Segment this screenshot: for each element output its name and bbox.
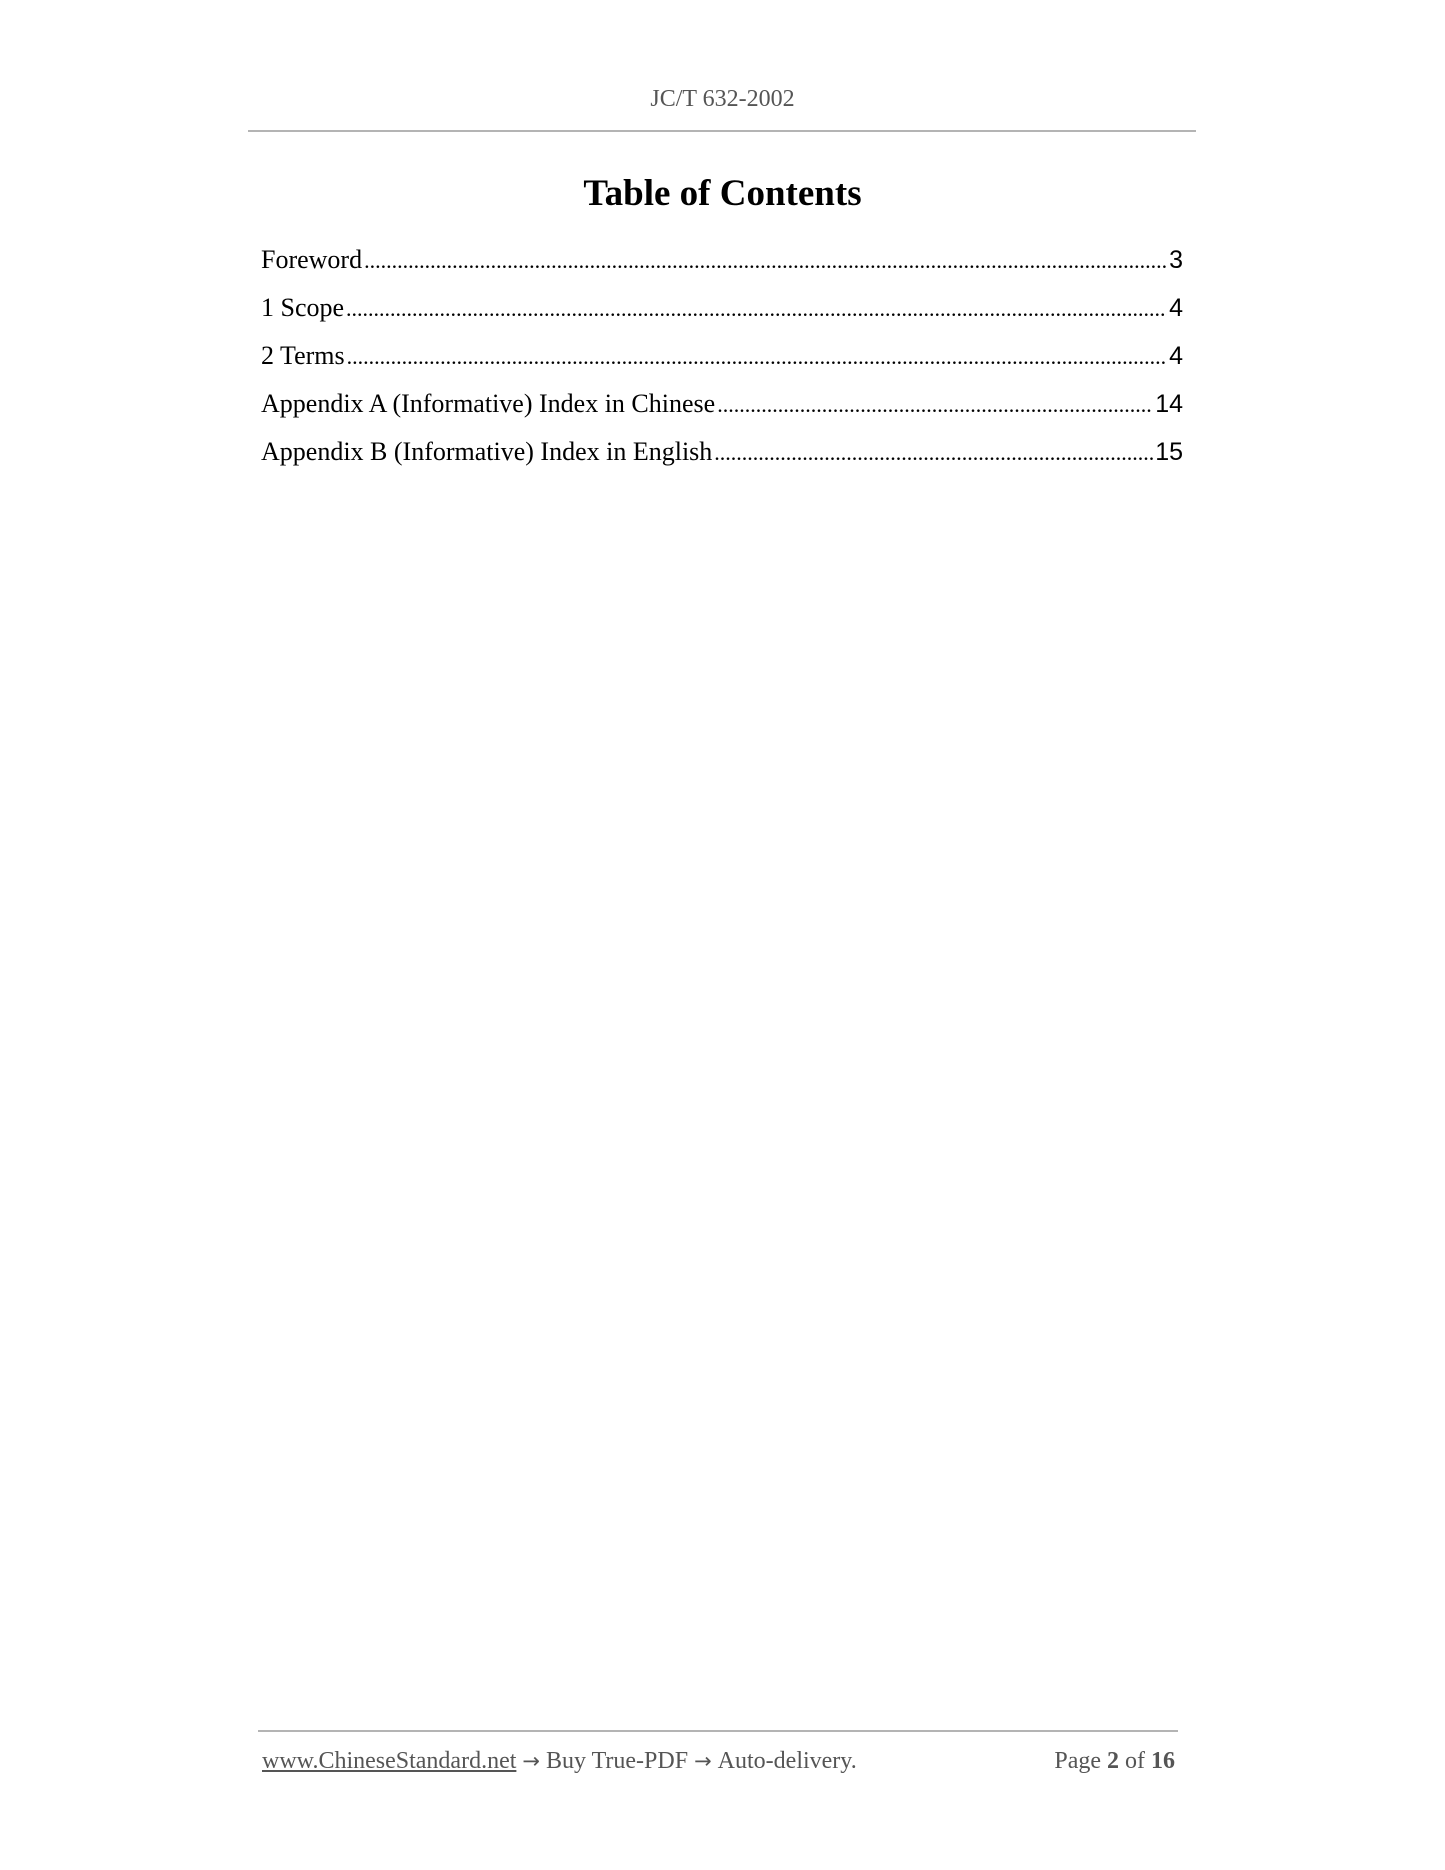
page-word: Page	[1054, 1748, 1101, 1774]
toc-dot-leader	[347, 337, 1167, 377]
toc-entry-appendix-a[interactable]	[261, 384, 1183, 432]
toc-entry-page: 4	[1169, 294, 1183, 322]
toc-entry-label: 2 Terms	[261, 341, 345, 370]
toc-dot-leader	[717, 385, 1153, 425]
toc-dot-leader	[346, 289, 1167, 329]
arrow-right-icon: →	[694, 1749, 712, 1773]
site-link[interactable]: www.ChineseStandard.net	[262, 1748, 517, 1774]
toc-entry-scope[interactable]	[261, 288, 1183, 336]
arrow-right-icon: →	[522, 1749, 540, 1773]
header-divider	[248, 130, 1196, 132]
buy-true-pdf-text: Buy True-PDF	[546, 1748, 689, 1774]
toc-entry-page: 15	[1155, 438, 1183, 466]
toc-dot-leader	[364, 241, 1167, 281]
toc-entry-appendix-b[interactable]	[261, 432, 1183, 480]
footer-divider	[258, 1730, 1178, 1732]
toc-entry-label: Appendix A (Informative) Index in Chinese	[261, 389, 716, 418]
toc-title: Table of Contents	[583, 173, 862, 214]
toc-entry-page: 14	[1155, 390, 1183, 418]
auto-delivery-text: Auto-delivery.	[717, 1748, 857, 1774]
toc-entry-label: Appendix B (Informative) Index in English	[261, 437, 713, 466]
total-page-number: 16	[1151, 1748, 1175, 1774]
current-page-number: 2	[1107, 1748, 1119, 1774]
toc-dot-leader	[714, 433, 1153, 473]
document-code-header: JC/T 632-2002	[650, 86, 795, 112]
toc-list	[261, 240, 1183, 480]
of-word: of	[1125, 1748, 1145, 1774]
toc-entry-foreword[interactable]	[261, 240, 1183, 288]
toc-entry-terms[interactable]	[261, 336, 1183, 384]
toc-entry-page: 4	[1169, 342, 1183, 370]
toc-entry-label: Foreword	[261, 245, 363, 274]
page-indicator	[1054, 1748, 1175, 1775]
footer-promo	[262, 1748, 857, 1775]
toc-entry-page: 3	[1169, 246, 1183, 274]
toc-entry-label: 1 Scope	[261, 293, 345, 322]
